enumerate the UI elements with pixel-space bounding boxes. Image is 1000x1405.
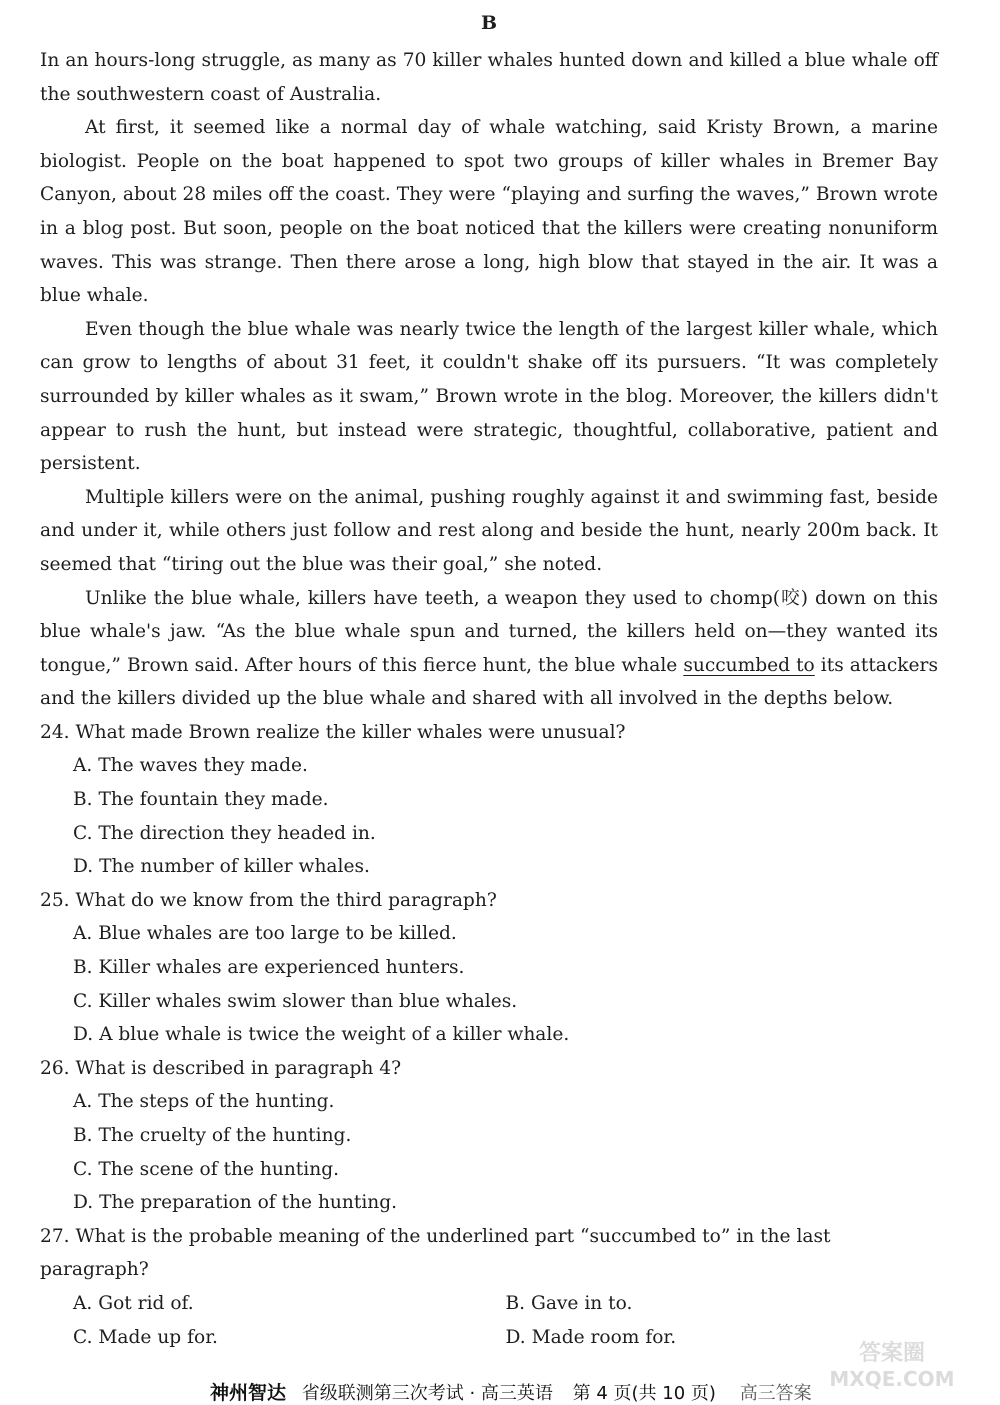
question-27-option-c: C. Made up for.: [73, 1326, 218, 1348]
paragraph-5-after: its attackers and the killers divided up the blue whale and shared with all involved in the depths below.: [40, 654, 938, 710]
question-27-option-a: A. Got rid of.: [73, 1292, 194, 1314]
paragraph-2: At first, it seemed like a normal day of whale watching, said Kristy Brown, a marine biologist. People on the boat happened to spot two groups of killer whales in Bremer Bay Canyon, about 28 miles off the coast. They were “playing and surfing the waves,” Brown wrote in a blog post. But soon, people on the boat noticed that the killers were creating nonuniform waves. This was strange. Then there arose a long, high blow that stayed in the air. It was a blue whale.: [40, 117, 938, 307]
footer-brand: 神州智达: [210, 1382, 287, 1404]
question-26-option-d: D. The preparation of the hunting.: [73, 1192, 398, 1214]
question-27-stem: 27. What is the probable meaning of the underlined part “succumbed to” in the last paragraph?: [40, 1225, 831, 1281]
question-27-options-row-1: [40, 1287, 938, 1321]
question-26-option-a: A. The steps of the hunting.: [73, 1091, 335, 1113]
underlined-phrase: succumbed to: [683, 654, 815, 676]
question-26-option-c: C. The scene of the hunting.: [73, 1158, 340, 1180]
question-24: [40, 716, 938, 884]
footer-trailing: 高三答案: [739, 1383, 812, 1404]
question-24-option-b: B. The fountain they made.: [73, 789, 329, 811]
paragraph-5: [40, 582, 938, 716]
question-24-option-a: A. The waves they made.: [73, 755, 308, 777]
question-27-option-b: B. Gave in to.: [505, 1292, 633, 1314]
watermark-text-cn: 答案圈: [858, 1341, 926, 1366]
question-25-option-b: B. Killer whales are experienced hunters.: [73, 957, 465, 979]
question-26: [40, 1052, 938, 1220]
paragraph-1: In an hours-long struggle, as many as 70 killer whales hunted down and killed a blue whale off the southwestern coast of Australia.: [40, 50, 938, 105]
section-title: B: [480, 12, 498, 34]
question-24-stem: 24. What made Brown realize the killer whales were unusual?: [40, 721, 626, 743]
paragraph-4: Multiple killers were on the animal, pushing roughly against it and swimming fast, beside and under it, while others just follow and rest along and beside the hunt, nearly 200m back. It seemed that “tiring out the blue was their goal,” she noted.: [40, 486, 938, 575]
watermark-logo: [802, 1334, 982, 1394]
footer-page-number: 第 4 页(共 10 页): [572, 1383, 716, 1404]
footer-exam-name: 省级联测第三次考试 · 高三英语: [301, 1383, 553, 1404]
question-26-option-b: B. The cruelty of the hunting.: [73, 1125, 352, 1146]
question-27-option-d: D. Made room for.: [505, 1326, 677, 1348]
watermark-text: MXQE.COM: [829, 1367, 955, 1391]
question-26-stem: 26. What is described in paragraph 4?: [40, 1057, 402, 1079]
question-25-option-a: A. Blue whales are too large to be killed.: [73, 923, 457, 945]
question-25: [40, 884, 938, 1052]
paragraph-3: Even though the blue whale was nearly twice the length of the largest killer whale, which can grow to lengths of about 31 feet, it couldn't shake off its pursuers. “It was completely surrounded by killer whales as it swam,” Brown wrote in the blog. Moreover, the killers didn't appear to rush the hunt, but instead were strategic, thoughtful, collaborative, patient and persistent.: [40, 318, 938, 475]
question-25-option-d: D. A blue whale is twice the weight of a killer whale.: [73, 1024, 570, 1046]
question-25-option-c: C. Killer whales swim slower than blue whales.: [73, 990, 518, 1012]
question-24-option-d: D. The number of killer whales.: [73, 856, 370, 878]
question-24-option-c: C. The direction they headed in.: [73, 822, 376, 844]
passage-and-questions: [40, 44, 938, 1354]
paragraph-5-before: Unlike the blue whale, killers have teeth, a weapon they used to chomp(咬) down on this blue whale's jaw. “As the blue whale spun and turned, the killers held on—they wanted its tongue,” Brown said. After hours of this fierce hunt, the blue whale: [40, 587, 938, 676]
question-25-stem: 25. What do we know from the third paragraph?: [40, 889, 497, 911]
